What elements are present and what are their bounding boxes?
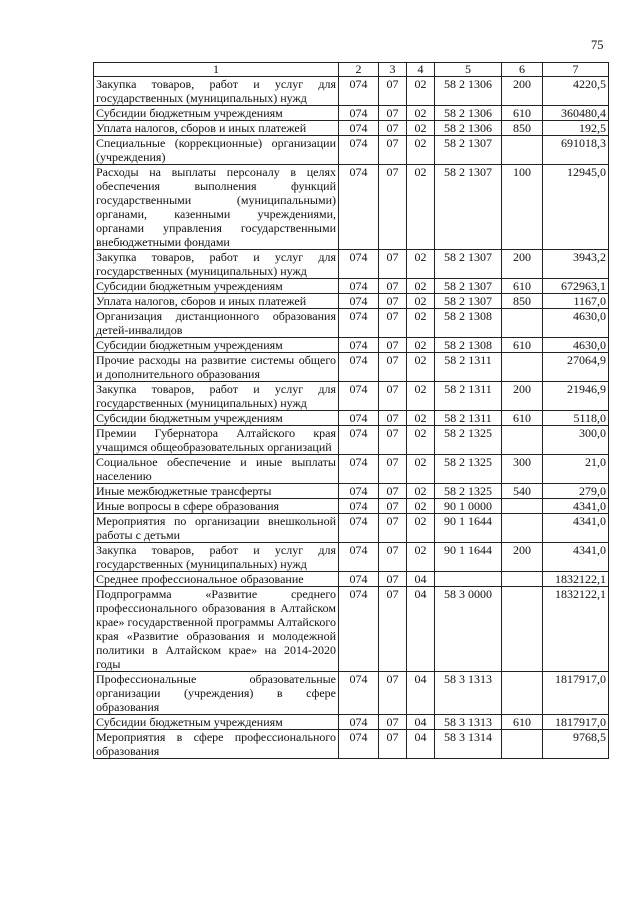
table-row bbox=[94, 309, 609, 338]
section-code-cell: 07 bbox=[379, 484, 407, 499]
ministry-code-cell: 074 bbox=[339, 382, 379, 411]
page-number: 75 bbox=[591, 38, 604, 52]
expense-type-cell bbox=[502, 514, 543, 543]
target-item-cell: 58 2 1307 bbox=[435, 279, 502, 294]
section-code-cell: 07 bbox=[379, 279, 407, 294]
amount-cell: 360480,4 bbox=[543, 106, 609, 121]
table-row bbox=[94, 294, 609, 309]
ministry-code-cell: 074 bbox=[339, 455, 379, 484]
amount-cell: 21,0 bbox=[543, 455, 609, 484]
table-row bbox=[94, 672, 609, 715]
expense-name-cell: Подпрограмма «Развитие среднего профессионального образования в Алтайском крае» государственной программы Алтайского края «Развитие образования и молодежной политики в Алтайском крае» на 2014-2020 годы bbox=[94, 587, 339, 672]
target-item-cell: 58 2 1308 bbox=[435, 338, 502, 353]
expense-name-cell: Иные межбюджетные трансферты bbox=[94, 484, 339, 499]
expense-type-cell: 610 bbox=[502, 715, 543, 730]
target-item-cell: 90 1 1644 bbox=[435, 514, 502, 543]
amount-cell: 279,0 bbox=[543, 484, 609, 499]
amount-cell: 1817917,0 bbox=[543, 715, 609, 730]
target-item-cell: 58 2 1325 bbox=[435, 484, 502, 499]
expense-type-cell: 850 bbox=[502, 294, 543, 309]
target-item-cell: 58 2 1325 bbox=[435, 455, 502, 484]
ministry-code-cell: 074 bbox=[339, 121, 379, 136]
amount-cell: 21946,9 bbox=[543, 382, 609, 411]
amount-cell: 1167,0 bbox=[543, 294, 609, 309]
target-item-cell: 58 2 1308 bbox=[435, 309, 502, 338]
expense-name-cell: Премии Губернатора Алтайского края учащимся общеобразовательных организаций bbox=[94, 426, 339, 455]
ministry-code-cell: 074 bbox=[339, 411, 379, 426]
amount-cell: 4341,0 bbox=[543, 514, 609, 543]
amount-cell: 1832122,1 bbox=[543, 572, 609, 587]
expense-type-cell: 300 bbox=[502, 455, 543, 484]
target-item-cell: 58 2 1307 bbox=[435, 136, 502, 165]
expense-name-cell: Субсидии бюджетным учреждениям bbox=[94, 106, 339, 121]
amount-cell: 27064,9 bbox=[543, 353, 609, 382]
amount-cell: 4341,0 bbox=[543, 499, 609, 514]
ministry-code-cell: 074 bbox=[339, 499, 379, 514]
expense-name-cell: Субсидии бюджетным учреждениям bbox=[94, 411, 339, 426]
expense-type-cell: 610 bbox=[502, 106, 543, 121]
expense-type-cell: 200 bbox=[502, 250, 543, 279]
amount-cell: 4630,0 bbox=[543, 309, 609, 338]
ministry-code-cell: 074 bbox=[339, 136, 379, 165]
header-col-2: 2 bbox=[339, 63, 379, 77]
table-row bbox=[94, 730, 609, 759]
amount-cell: 4341,0 bbox=[543, 543, 609, 572]
section-code-cell: 07 bbox=[379, 106, 407, 121]
header-col-4: 4 bbox=[407, 63, 435, 77]
subsection-code-cell: 04 bbox=[407, 715, 435, 730]
subsection-code-cell: 02 bbox=[407, 279, 435, 294]
target-item-cell: 58 2 1311 bbox=[435, 411, 502, 426]
target-item-cell: 58 2 1307 bbox=[435, 250, 502, 279]
amount-cell: 4630,0 bbox=[543, 338, 609, 353]
ministry-code-cell: 074 bbox=[339, 572, 379, 587]
ministry-code-cell: 074 bbox=[339, 514, 379, 543]
expense-name-cell: Субсидии бюджетным учреждениям bbox=[94, 715, 339, 730]
expense-name-cell: Социальное обеспечение и иные выплаты населению bbox=[94, 455, 339, 484]
section-code-cell: 07 bbox=[379, 382, 407, 411]
subsection-code-cell: 02 bbox=[407, 411, 435, 426]
amount-cell: 300,0 bbox=[543, 426, 609, 455]
ministry-code-cell: 074 bbox=[339, 338, 379, 353]
header-col-6: 6 bbox=[502, 63, 543, 77]
table-row bbox=[94, 484, 609, 499]
ministry-code-cell: 074 bbox=[339, 484, 379, 499]
target-item-cell: 58 2 1306 bbox=[435, 121, 502, 136]
expense-type-cell: 200 bbox=[502, 382, 543, 411]
ministry-code-cell: 074 bbox=[339, 672, 379, 715]
table-row bbox=[94, 411, 609, 426]
ministry-code-cell: 074 bbox=[339, 106, 379, 121]
expense-type-cell: 200 bbox=[502, 543, 543, 572]
expense-type-cell bbox=[502, 587, 543, 672]
subsection-code-cell: 02 bbox=[407, 499, 435, 514]
amount-cell: 4220,5 bbox=[543, 77, 609, 106]
ministry-code-cell: 074 bbox=[339, 77, 379, 106]
target-item-cell: 58 3 1314 bbox=[435, 730, 502, 759]
subsection-code-cell: 02 bbox=[407, 514, 435, 543]
expense-name-cell: Уплата налогов, сборов и иных платежей bbox=[94, 294, 339, 309]
expense-type-cell bbox=[502, 730, 543, 759]
expense-name-cell: Мероприятия по организации внешкольной работы с детьми bbox=[94, 514, 339, 543]
amount-cell: 12945,0 bbox=[543, 165, 609, 250]
subsection-code-cell: 02 bbox=[407, 121, 435, 136]
target-item-cell bbox=[435, 572, 502, 587]
table-row bbox=[94, 121, 609, 136]
expense-type-cell bbox=[502, 309, 543, 338]
header-col-7: 7 bbox=[543, 63, 609, 77]
amount-cell: 5118,0 bbox=[543, 411, 609, 426]
section-code-cell: 07 bbox=[379, 309, 407, 338]
amount-cell: 192,5 bbox=[543, 121, 609, 136]
section-code-cell: 07 bbox=[379, 165, 407, 250]
expense-name-cell: Организация дистанционного образования детей-инвалидов bbox=[94, 309, 339, 338]
expense-type-cell bbox=[502, 572, 543, 587]
subsection-code-cell: 02 bbox=[407, 77, 435, 106]
expense-type-cell bbox=[502, 426, 543, 455]
expense-type-cell: 610 bbox=[502, 338, 543, 353]
target-item-cell: 58 2 1311 bbox=[435, 382, 502, 411]
target-item-cell: 58 3 1313 bbox=[435, 715, 502, 730]
subsection-code-cell: 02 bbox=[407, 338, 435, 353]
expense-name-cell: Расходы на выплаты персоналу в целях обеспечения выполнения функций государственными (муниципальными) органами, казенными учреждениями, органами управления государственными внебюджетными фондами bbox=[94, 165, 339, 250]
ministry-code-cell: 074 bbox=[339, 587, 379, 672]
section-code-cell: 07 bbox=[379, 499, 407, 514]
table-row bbox=[94, 250, 609, 279]
subsection-code-cell: 02 bbox=[407, 250, 435, 279]
header-col-3: 3 bbox=[379, 63, 407, 77]
table-row bbox=[94, 543, 609, 572]
section-code-cell: 07 bbox=[379, 338, 407, 353]
subsection-code-cell: 02 bbox=[407, 484, 435, 499]
ministry-code-cell: 074 bbox=[339, 294, 379, 309]
amount-cell: 1817917,0 bbox=[543, 672, 609, 715]
section-code-cell: 07 bbox=[379, 730, 407, 759]
table-row bbox=[94, 426, 609, 455]
expense-name-cell: Субсидии бюджетным учреждениям bbox=[94, 338, 339, 353]
table-row bbox=[94, 382, 609, 411]
table-row bbox=[94, 279, 609, 294]
expense-name-cell: Субсидии бюджетным учреждениям bbox=[94, 279, 339, 294]
expense-name-cell: Профессиональные образовательные организации (учреждения) в сфере образования bbox=[94, 672, 339, 715]
budget-table bbox=[93, 62, 609, 759]
section-code-cell: 07 bbox=[379, 543, 407, 572]
table-row bbox=[94, 455, 609, 484]
subsection-code-cell: 02 bbox=[407, 136, 435, 165]
amount-cell: 672963,1 bbox=[543, 279, 609, 294]
amount-cell: 3943,2 bbox=[543, 250, 609, 279]
subsection-code-cell: 02 bbox=[407, 353, 435, 382]
target-item-cell: 58 2 1307 bbox=[435, 165, 502, 250]
expense-type-cell: 850 bbox=[502, 121, 543, 136]
subsection-code-cell: 02 bbox=[407, 426, 435, 455]
table-row bbox=[94, 77, 609, 106]
header-col-1: 1 bbox=[94, 63, 339, 77]
table-row bbox=[94, 715, 609, 730]
expense-name-cell: Среднее профессиональное образование bbox=[94, 572, 339, 587]
ministry-code-cell: 074 bbox=[339, 309, 379, 338]
ministry-code-cell: 074 bbox=[339, 715, 379, 730]
expense-type-cell bbox=[502, 353, 543, 382]
expense-type-cell: 610 bbox=[502, 279, 543, 294]
expense-type-cell bbox=[502, 672, 543, 715]
amount-cell: 1832122,1 bbox=[543, 587, 609, 672]
section-code-cell: 07 bbox=[379, 672, 407, 715]
table-row bbox=[94, 572, 609, 587]
subsection-code-cell: 02 bbox=[407, 106, 435, 121]
expense-name-cell: Закупка товаров, работ и услуг для государственных (муниципальных) нужд bbox=[94, 77, 339, 106]
table-header-row bbox=[94, 63, 609, 77]
amount-cell: 691018,3 bbox=[543, 136, 609, 165]
subsection-code-cell: 02 bbox=[407, 455, 435, 484]
section-code-cell: 07 bbox=[379, 587, 407, 672]
table-row bbox=[94, 587, 609, 672]
header-col-5: 5 bbox=[435, 63, 502, 77]
target-item-cell: 58 3 1313 bbox=[435, 672, 502, 715]
ministry-code-cell: 074 bbox=[339, 543, 379, 572]
target-item-cell: 58 2 1306 bbox=[435, 106, 502, 121]
table-body bbox=[94, 77, 609, 759]
table-row bbox=[94, 499, 609, 514]
ministry-code-cell: 074 bbox=[339, 426, 379, 455]
subsection-code-cell: 02 bbox=[407, 309, 435, 338]
subsection-code-cell: 02 bbox=[407, 543, 435, 572]
section-code-cell: 07 bbox=[379, 411, 407, 426]
table-row bbox=[94, 106, 609, 121]
section-code-cell: 07 bbox=[379, 715, 407, 730]
amount-cell: 9768,5 bbox=[543, 730, 609, 759]
expense-name-cell: Закупка товаров, работ и услуг для государственных (муниципальных) нужд bbox=[94, 250, 339, 279]
expense-name-cell: Специальные (коррекционные) организации (учреждения) bbox=[94, 136, 339, 165]
target-item-cell: 58 2 1311 bbox=[435, 353, 502, 382]
target-item-cell: 90 1 1644 bbox=[435, 543, 502, 572]
table-row bbox=[94, 165, 609, 250]
subsection-code-cell: 04 bbox=[407, 730, 435, 759]
expense-type-cell: 200 bbox=[502, 77, 543, 106]
section-code-cell: 07 bbox=[379, 572, 407, 587]
expense-name-cell: Закупка товаров, работ и услуг для государственных (муниципальных) нужд bbox=[94, 543, 339, 572]
ministry-code-cell: 074 bbox=[339, 165, 379, 250]
section-code-cell: 07 bbox=[379, 426, 407, 455]
subsection-code-cell: 02 bbox=[407, 294, 435, 309]
ministry-code-cell: 074 bbox=[339, 279, 379, 294]
expense-name-cell: Мероприятия в сфере профессионального образования bbox=[94, 730, 339, 759]
target-item-cell: 58 2 1325 bbox=[435, 426, 502, 455]
expense-type-cell: 100 bbox=[502, 165, 543, 250]
section-code-cell: 07 bbox=[379, 294, 407, 309]
expense-type-cell: 540 bbox=[502, 484, 543, 499]
target-item-cell: 58 2 1306 bbox=[435, 77, 502, 106]
subsection-code-cell: 04 bbox=[407, 672, 435, 715]
section-code-cell: 07 bbox=[379, 353, 407, 382]
section-code-cell: 07 bbox=[379, 77, 407, 106]
subsection-code-cell: 04 bbox=[407, 572, 435, 587]
subsection-code-cell: 04 bbox=[407, 587, 435, 672]
ministry-code-cell: 074 bbox=[339, 353, 379, 382]
ministry-code-cell: 074 bbox=[339, 250, 379, 279]
expense-name-cell: Прочие расходы на развитие системы общего и дополнительного образования bbox=[94, 353, 339, 382]
expense-type-cell bbox=[502, 136, 543, 165]
table-row bbox=[94, 136, 609, 165]
table-row bbox=[94, 353, 609, 382]
section-code-cell: 07 bbox=[379, 121, 407, 136]
expense-name-cell: Иные вопросы в сфере образования bbox=[94, 499, 339, 514]
section-code-cell: 07 bbox=[379, 514, 407, 543]
target-item-cell: 58 3 0000 bbox=[435, 587, 502, 672]
section-code-cell: 07 bbox=[379, 455, 407, 484]
expense-name-cell: Закупка товаров, работ и услуг для государственных (муниципальных) нужд bbox=[94, 382, 339, 411]
ministry-code-cell: 074 bbox=[339, 730, 379, 759]
expense-name-cell: Уплата налогов, сборов и иных платежей bbox=[94, 121, 339, 136]
target-item-cell: 90 1 0000 bbox=[435, 499, 502, 514]
target-item-cell: 58 2 1307 bbox=[435, 294, 502, 309]
section-code-cell: 07 bbox=[379, 136, 407, 165]
subsection-code-cell: 02 bbox=[407, 165, 435, 250]
expense-type-cell bbox=[502, 499, 543, 514]
section-code-cell: 07 bbox=[379, 250, 407, 279]
expense-type-cell: 610 bbox=[502, 411, 543, 426]
table-row bbox=[94, 338, 609, 353]
subsection-code-cell: 02 bbox=[407, 382, 435, 411]
table-row bbox=[94, 514, 609, 543]
